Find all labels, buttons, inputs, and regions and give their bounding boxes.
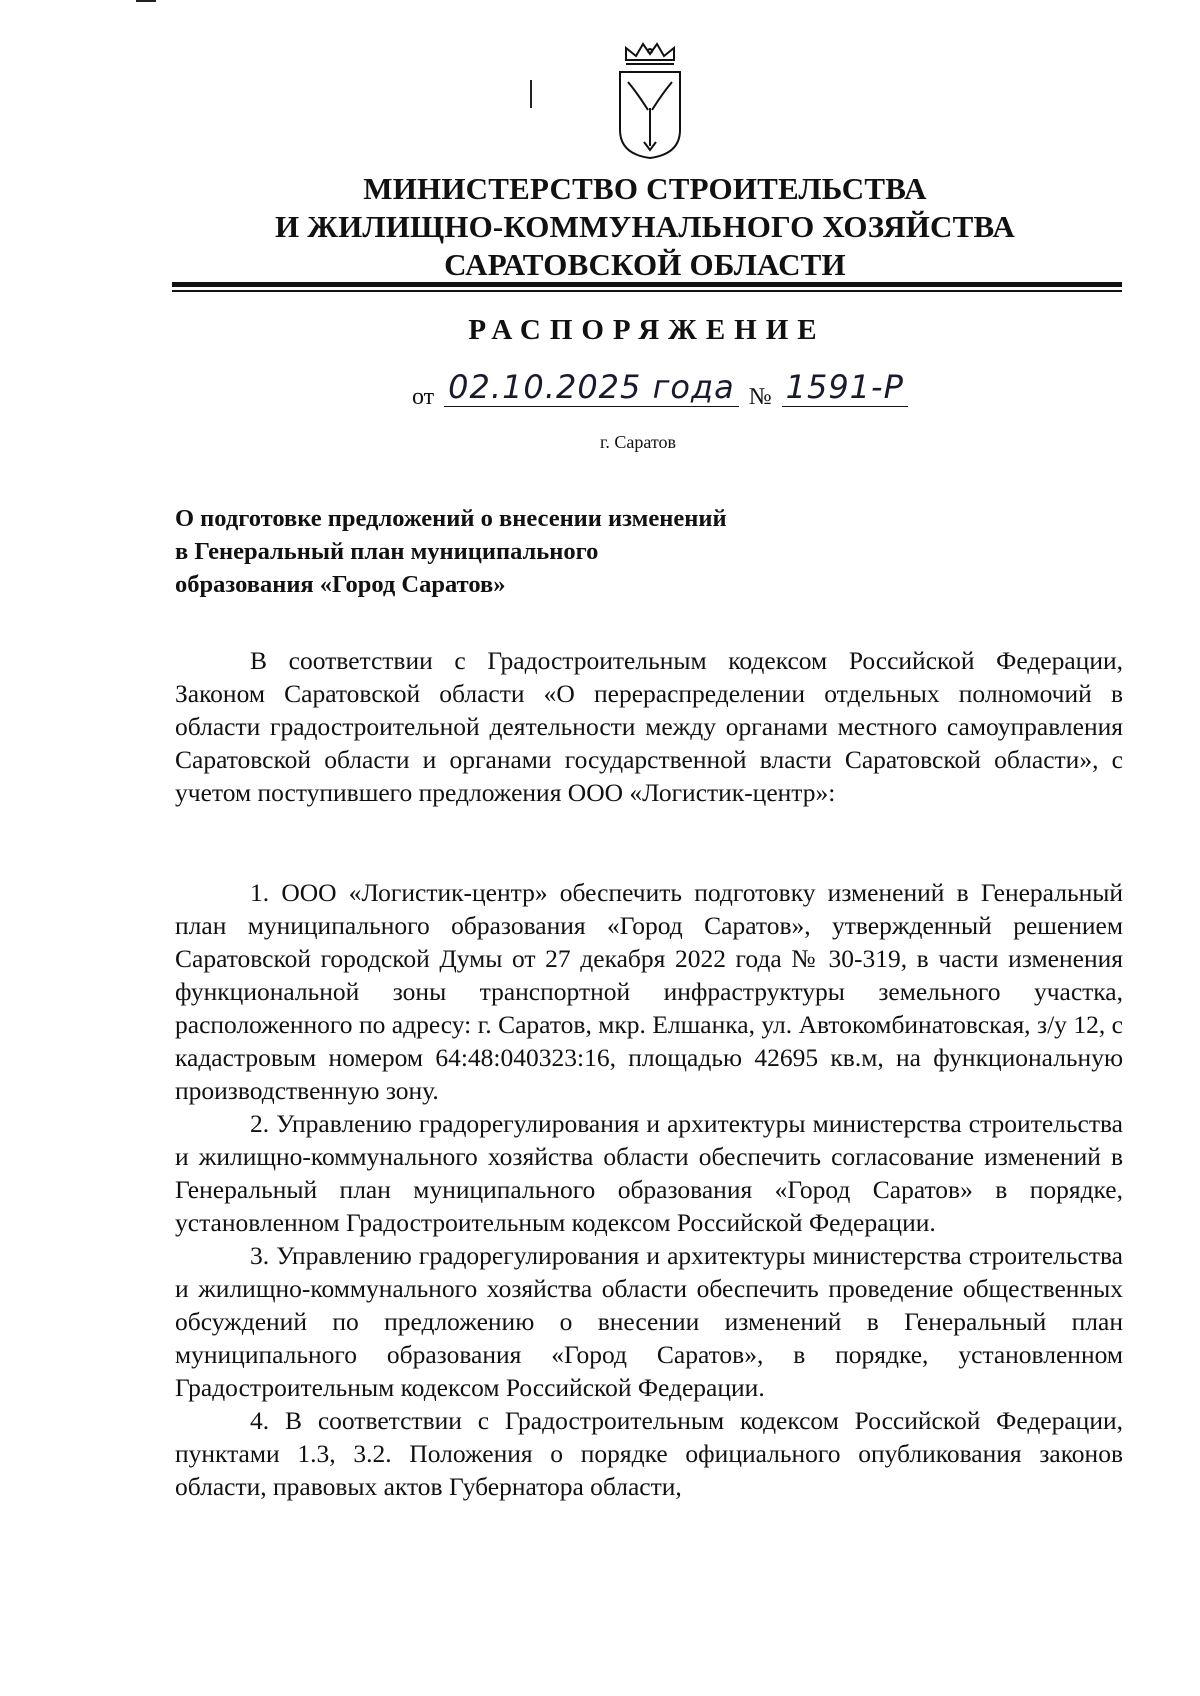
ministry-line: И ЖИЛИЩНО-КОММУНАЛЬНОГО ХОЗЯЙСТВА	[274, 209, 1016, 244]
subject-line: образования «Город Саратов»	[175, 571, 506, 598]
preamble-paragraph: В соответствии с Градостроительным кодексом Российской Федерации, Законом Саратовской области «О перераспределении отдельных полномочий в области градостроительной деятельности между органами местного самоуправления Саратовской области и органами государственной власти Саратовской области», с учетом поступившего предложения ООО «Логистик-центр»:	[175, 646, 1123, 807]
order-item: 1. ООО «Логистик-центр» обеспечить подготовку изменений в Генеральный план муниципального образования «Город Саратов», утвержденный решением Саратовской городской Думы от 27 декабря 2022 года № 30-319, в части изменения функциональной зоны транспортной инфраструктуры земельного участка, расположенного по адресу: г. Саратов, мкр. Елшанка, ул. Автокомбинатовская, з/у 12, с кадастровым номером 64:48:040323:16, площадью 42695 кв.м, на функциональную производственную зону.	[175, 878, 1123, 1105]
number-prefix: №	[748, 384, 772, 410]
date-prefix: от	[412, 384, 435, 410]
handwritten-date: 02.10.2025 года	[444, 368, 739, 407]
city-label: г. Саратов	[600, 432, 676, 452]
header-divider	[172, 282, 1122, 287]
order-item: 4. В соответствии с Градостроительным кодексом Российской Федерации, пунктами 1.3, 3.2. Положения о порядке официального опубликования законов области, правовых актов Губернатора области,	[175, 1406, 1123, 1501]
document-type: РАСПОРЯЖЕНИЕ	[468, 314, 826, 346]
ministry-line: САРАТОВСКОЙ ОБЛАСТИ	[444, 247, 846, 282]
order-item: 2. Управлению градорегулирования и архитектуры министерства строительства и жилищно-коммунального хозяйства области обеспечить согласование изменений в Генеральный план муниципального образования «Город Саратов» в порядке, установленном Градостроительным кодексом Российской Федерации.	[175, 1109, 1123, 1237]
document-subject	[175, 502, 875, 601]
header-divider	[172, 290, 1122, 292]
order-item: 3. Управлению градорегулирования и архитектуры министерства строительства и жилищно-коммунального хозяйства области обеспечить проведение общественных обсуждений по предложению о внесении изменений в Генеральный план муниципального образования «Город Саратов», в порядке, установленном Градостроительным кодексом Российской Федерации.	[175, 1241, 1123, 1402]
order-items	[175, 876, 1123, 1503]
scan-artifact	[530, 80, 532, 108]
preamble	[175, 644, 1123, 809]
scan-artifact	[136, 0, 156, 2]
coat-of-arms-icon	[612, 42, 688, 160]
subject-line: в Генеральный план муниципального	[175, 538, 599, 565]
subject-line: О подготовке предложений о внесении изменений	[175, 505, 727, 532]
ministry-name	[170, 170, 1120, 284]
date-number-line	[412, 368, 912, 418]
ministry-line: МИНИСТЕРСТВО СТРОИТЕЛЬСТВА	[363, 171, 927, 206]
handwritten-number: 1591-Р	[782, 368, 908, 407]
